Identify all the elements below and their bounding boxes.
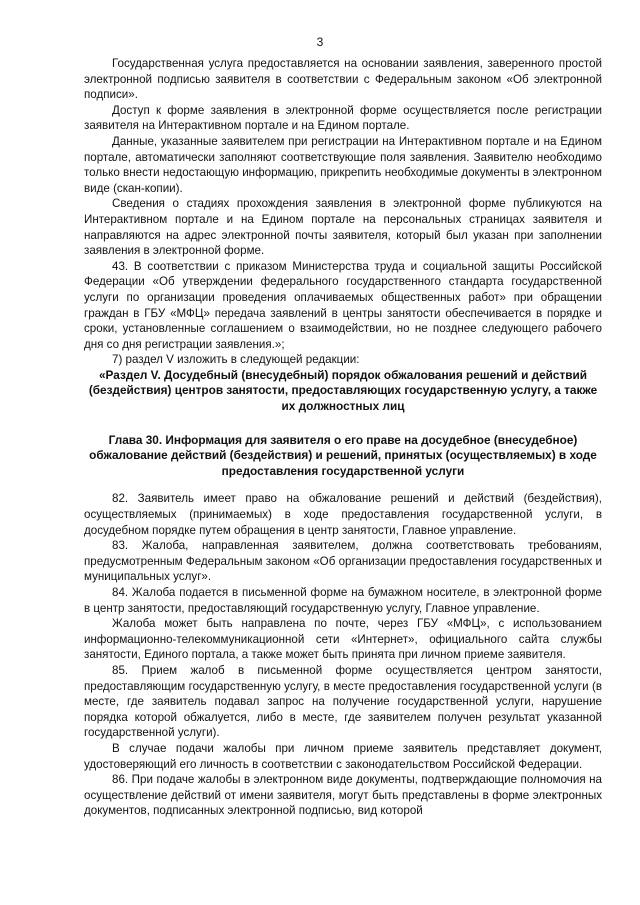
paragraph: Государственная услуга предоставляется на основании заявления, заверенного простой электронной подписью заявителя в соответствии с Федеральным законом «Об электронной подписи». — [84, 57, 602, 102]
paragraph: Сведения о стадиях прохождения заявления в электронной форме публикуются на Интерактивном портале и на Едином портале на персональных страницах заявителя и направляются на адрес электронной почты заявителя, который был указан при заполнении заявления в электронной форме. — [84, 197, 602, 258]
paragraph: 82. Заявитель имеет право на обжалование решений и действий (бездействия), осуществляемых (принимаемых) в ходе предоставления государственной услуги, в досудебном порядке путем обращения в центр занятости, Главное управление. — [84, 492, 602, 537]
paragraph: Данные, указанные заявителем при регистрации на Интерактивном портале и на Едином портале, автоматически заполняют соответствующие поля заявления. Заявителю необходимо только внести недостающую информацию, прикрепить необходимые документы в электронном виде (скан-копии). — [84, 134, 602, 195]
paragraph: 7) раздел V изложить в следующей редакции: — [112, 353, 360, 367]
top-paragraphs — [84, 56, 602, 368]
section-title: «Раздел V. Досудебный (внесудебный) порядок обжалования решений и действий (бездействия) центров занятости, предоставляющих государственную услугу, а также их должностных лиц — [88, 367, 598, 414]
page-number: 3 — [316, 35, 324, 49]
paragraph: Жалоба может быть направлена по почте, через ГБУ «МФЦ», с использованием информационно-телекоммуникационной сети «Интернет», официального сайта службы занятости, Единого портала, а также может быть принята при личном приеме заявителя. — [84, 617, 602, 662]
paragraph: Доступ к форме заявления в электронной форме осуществляется после регистрации заявителя на Интерактивном портале и на Едином портале. — [84, 103, 602, 133]
paragraph: В случае подачи жалобы при личном приеме заявитель представляет документ, удостоверяющий его личность в соответствии с законодательством Российской Федерации. — [84, 741, 602, 771]
paragraph: 85. Прием жалоб в письменной форме осуществляется центром занятости, предоставляющим государственную услугу, в месте предоставления государственной услуги (в месте, где заявитель подавал запрос на получение государственной услуги, нарушение порядка которой обжалуется, либо в месте, где заявителем получен результат указанной государственной услуги). — [84, 663, 602, 740]
paragraph: 83. Жалоба, направленная заявителем, должна соответствовать требованиям, предусмотренным Федеральным законом «Об организации предоставления государственных и муниципальных услуг». — [84, 539, 602, 584]
paragraph: 84. Жалоба подается в письменной форме на бумажном носителе, в электронной форме в центр занятости, предоставляющий государственную услугу, Главное управление. — [84, 586, 602, 615]
paragraph: 43. В соответствии с приказом Министерства труда и социальной защиты Российской Федерации «Об утверждении федерального государственного стандарта государственной услуги по организации проведения оплачиваемых общественных работ» при обращении граждан в ГБУ «МФЦ» передача заявлений в центры занятости обеспечивается в порядке и сроки, установленные соглашением о взаимодействии, но не позднее следующего рабочего дня со дня регистрации заявления.»; — [84, 259, 602, 351]
chapter-title: Глава 30. Информация для заявителя о его праве на досудебное (внесудебное) обжалование действий (бездействия) и решений, принятых (осуществляемых) в ходе предоставления государственной услуги — [89, 432, 597, 478]
paragraph: 86. При подаче жалобы в электронном виде документы, подтверждающие полномочия на осуществление действий от имени заявителя, могут быть представлены в форме электронных документов, подписанных электронной подписью, вид которой — [84, 773, 602, 818]
document-body — [84, 56, 602, 819]
bottom-paragraphs — [84, 491, 602, 818]
